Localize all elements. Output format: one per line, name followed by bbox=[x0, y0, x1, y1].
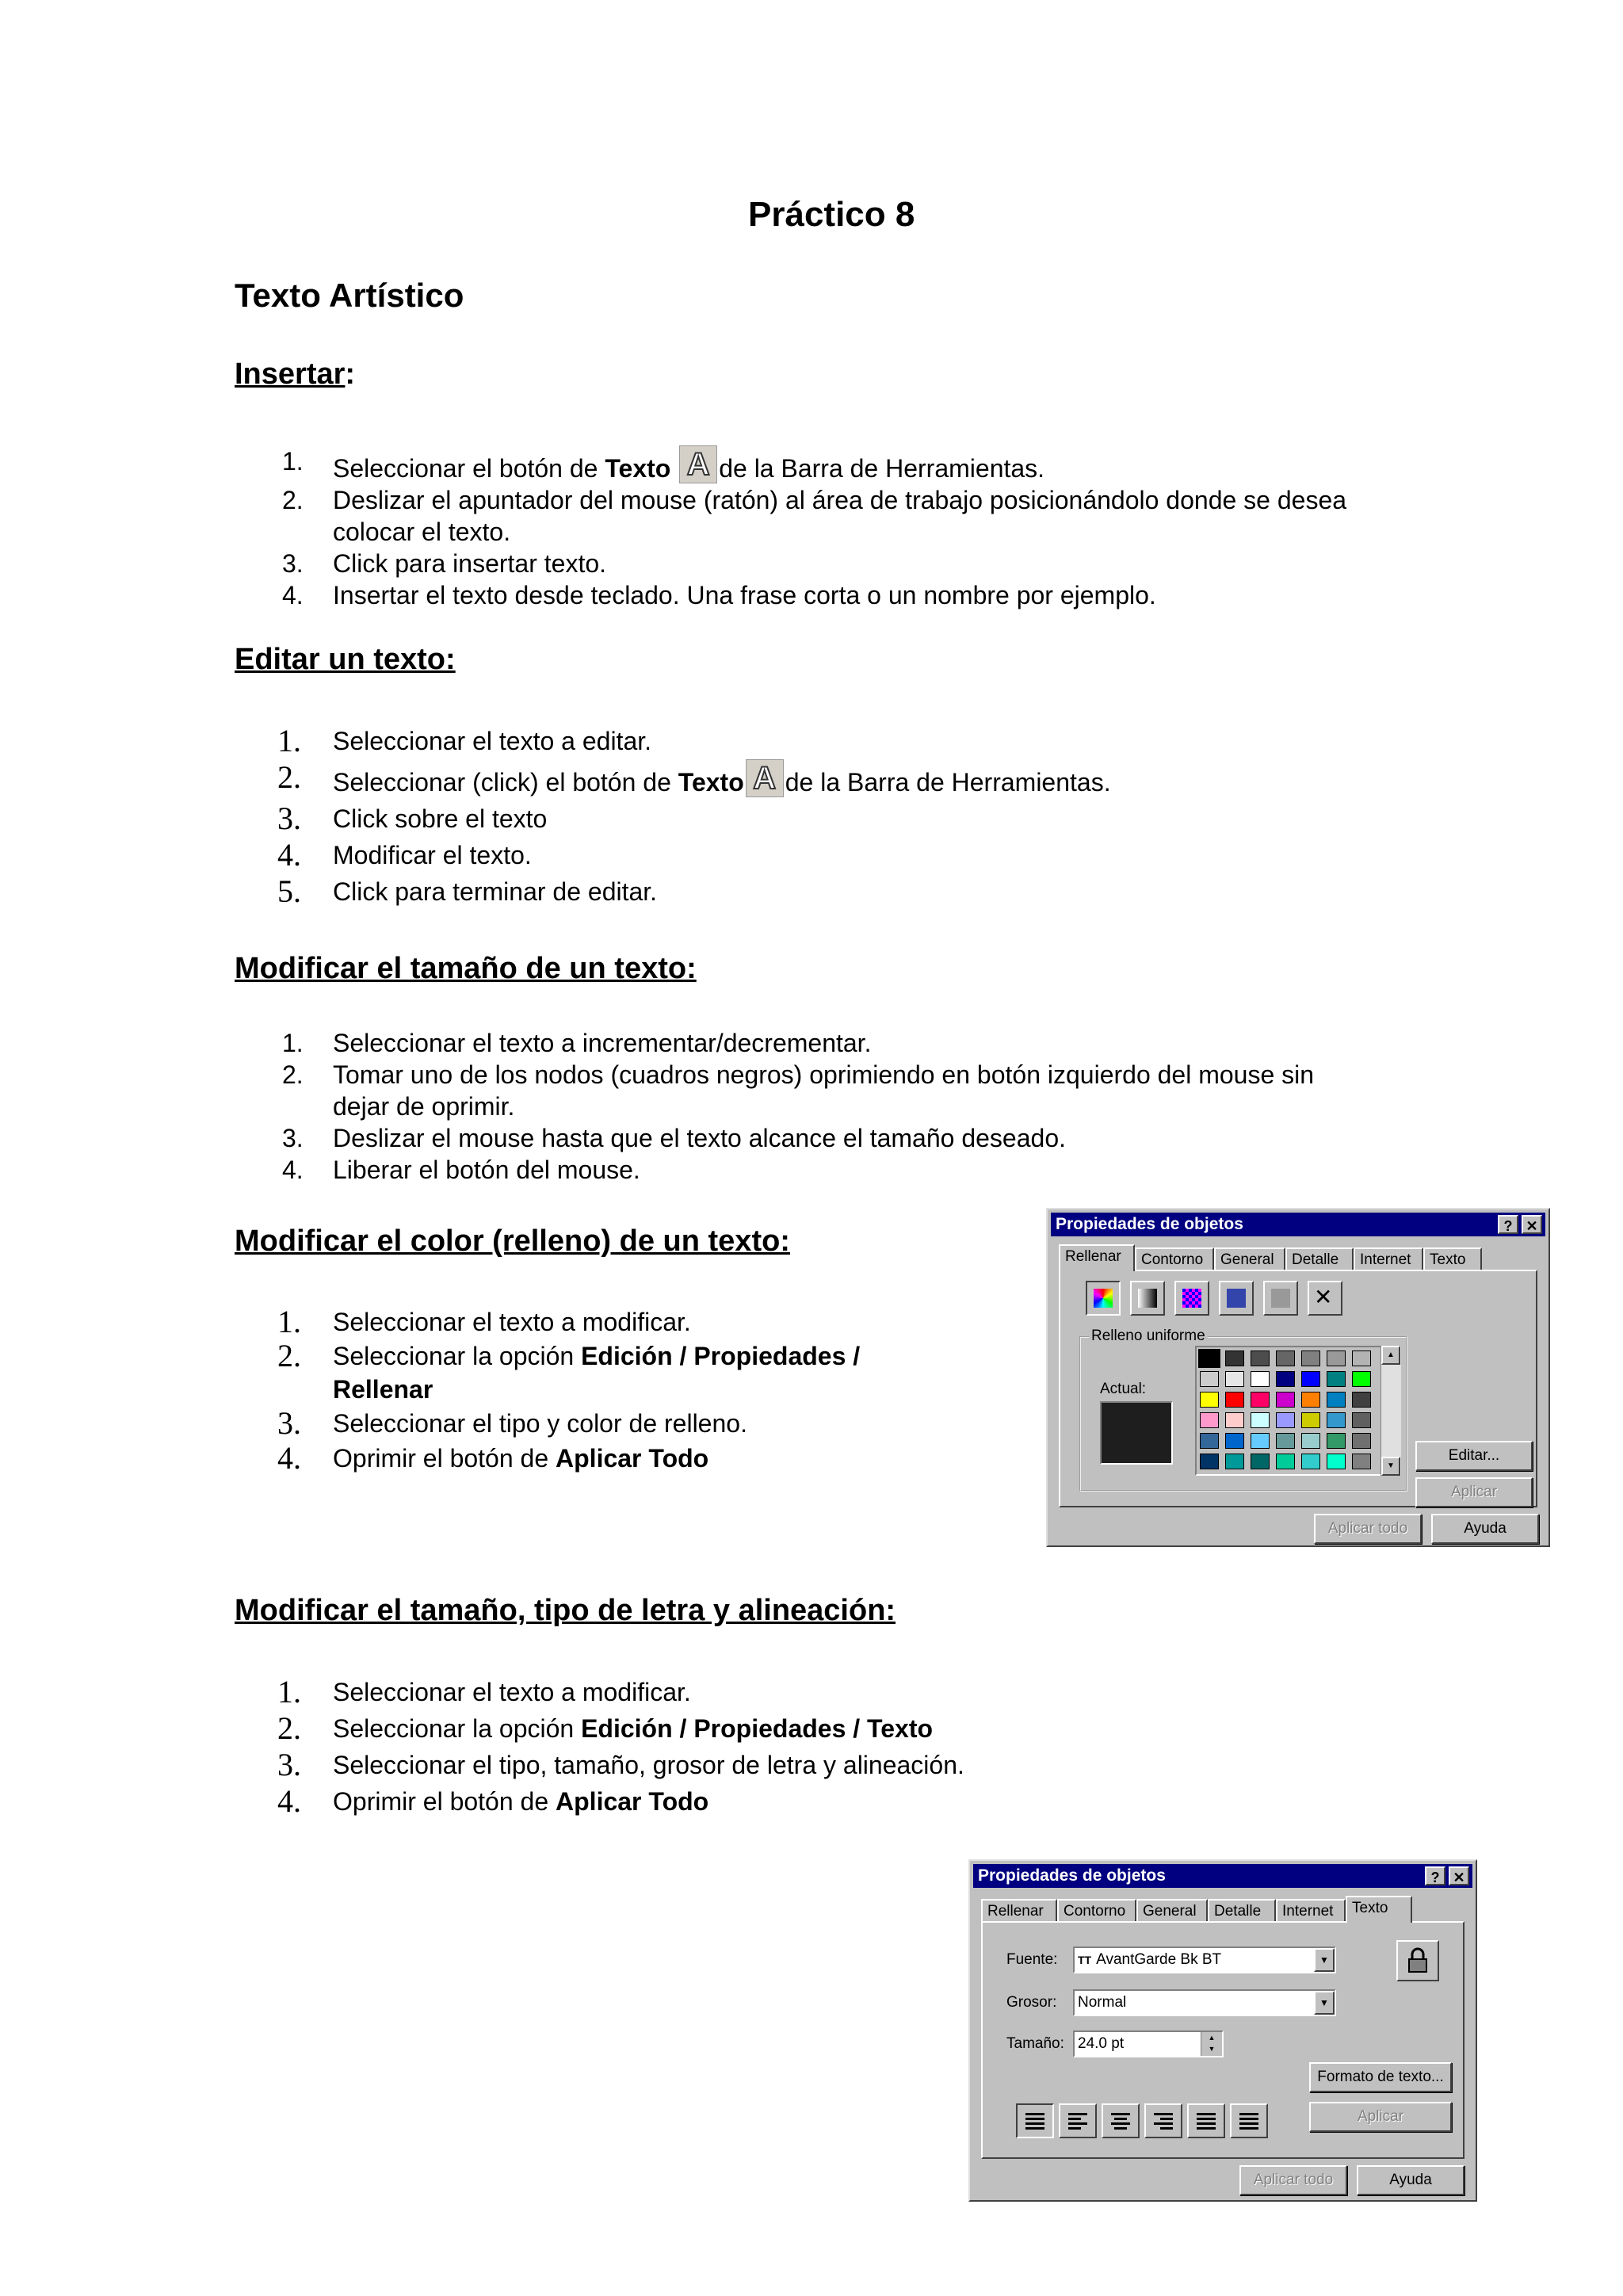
color-swatch[interactable] bbox=[1327, 1392, 1346, 1408]
text-format-button[interactable]: Formato de texto... bbox=[1309, 2062, 1452, 2092]
palette-scrollbar[interactable] bbox=[1381, 1346, 1401, 1476]
no-alignment-icon-glyph bbox=[1025, 2113, 1044, 2132]
text-properties-dialog bbox=[968, 1859, 1477, 2202]
tab-texto[interactable]: Texto bbox=[1346, 1896, 1412, 1923]
stepper-arrows-icon[interactable]: ▲ ▼ bbox=[1201, 2032, 1222, 2056]
heading-editar: Editar un texto: bbox=[235, 643, 456, 676]
color-swatch[interactable] bbox=[1327, 1433, 1346, 1449]
close-icon[interactable]: ✕ bbox=[1449, 1866, 1469, 1885]
help-button[interactable]: Ayuda bbox=[1431, 1514, 1539, 1544]
dialog-titlebar bbox=[973, 1864, 1472, 1888]
edit-button[interactable]: Editar... bbox=[1415, 1441, 1533, 1471]
apply-all-button[interactable]: Aplicar todo bbox=[1314, 1514, 1422, 1544]
close-icon[interactable]: ✕ bbox=[1522, 1215, 1542, 1234]
list-item: 3. Deslizar el mouse hasta que el texto alcance el tamaño deseado. bbox=[282, 1124, 1066, 1152]
color-swatch[interactable] bbox=[1200, 1392, 1219, 1408]
color-swatch[interactable] bbox=[1352, 1371, 1371, 1387]
chevron-down-icon[interactable]: ▼ bbox=[1314, 1991, 1335, 2015]
current-color-preview bbox=[1100, 1401, 1173, 1465]
lock-icon[interactable] bbox=[1396, 1940, 1439, 1981]
heading-tamano: Modificar el tamaño de un texto: bbox=[235, 952, 697, 985]
color-swatch[interactable] bbox=[1225, 1350, 1244, 1366]
color-swatch[interactable] bbox=[1327, 1350, 1346, 1366]
uniform-fill-icon-glyph bbox=[1094, 1289, 1113, 1308]
list-item: 4. Insertar el texto desde teclado. Una frase corta o un nombre por ejemplo. bbox=[282, 581, 1156, 609]
size-label: Tamaño: bbox=[1006, 2035, 1064, 2052]
dialog-titlebar bbox=[1051, 1213, 1545, 1236]
heading-color: Modificar el color (relleno) de un texto: bbox=[235, 1224, 790, 1258]
tab-rellenar[interactable]: Rellenar bbox=[1059, 1244, 1135, 1271]
color-swatch[interactable] bbox=[1200, 1454, 1219, 1469]
uniform-fill-group: Relleno uniforme Actual: ▲ ▼ bbox=[1079, 1336, 1407, 1492]
color-swatch[interactable] bbox=[1327, 1371, 1346, 1387]
gradient-fill-icon[interactable] bbox=[1130, 1281, 1165, 1316]
align-left-icon-glyph bbox=[1068, 2113, 1087, 2132]
pattern-fill-icon-glyph bbox=[1182, 1289, 1201, 1308]
color-swatch[interactable] bbox=[1276, 1454, 1295, 1469]
list-item: 2. Seleccionar la opción Edición / Propiedades / Rellenar bbox=[277, 1338, 861, 1404]
uniform-fill-icon[interactable] bbox=[1086, 1281, 1121, 1316]
list-letra bbox=[277, 1674, 964, 1820]
tab-texto[interactable]: Texto bbox=[1423, 1247, 1482, 1270]
color-swatch[interactable] bbox=[1352, 1392, 1371, 1408]
tab-general[interactable]: General bbox=[1214, 1247, 1285, 1270]
help-icon[interactable]: ? bbox=[1498, 1215, 1518, 1234]
color-swatch[interactable] bbox=[1301, 1412, 1320, 1428]
dialog-title: Propiedades de objetos bbox=[1056, 1215, 1243, 1233]
alignment-toolbar bbox=[1016, 2103, 1277, 2141]
list-item: 3. Seleccionar el tipo y color de relleno. bbox=[277, 1405, 747, 1441]
color-swatch[interactable] bbox=[1352, 1433, 1371, 1449]
color-swatch[interactable] bbox=[1200, 1371, 1219, 1387]
color-swatch[interactable] bbox=[1276, 1371, 1295, 1387]
color-swatch[interactable] bbox=[1276, 1433, 1295, 1449]
truetype-icon: TT bbox=[1078, 1954, 1092, 1966]
list-item: 1. Seleccionar el texto a incrementar/decrementar. bbox=[282, 1029, 872, 1057]
list-item: 1. Seleccionar el texto a modificar. bbox=[277, 1304, 691, 1339]
scroll-down-icon[interactable]: ▼ bbox=[1381, 1457, 1400, 1476]
page-subtitle: Texto Artístico bbox=[235, 277, 464, 314]
heading-letra: Modificar el tamaño, tipo de letra y alineación: bbox=[235, 1594, 896, 1627]
no-alignment-icon[interactable] bbox=[1016, 2103, 1054, 2138]
tab-detalle[interactable]: Detalle bbox=[1208, 1899, 1276, 1921]
color-palette bbox=[1195, 1346, 1382, 1476]
align-center-icon[interactable] bbox=[1102, 2103, 1140, 2138]
justify-icon-glyph bbox=[1197, 2113, 1216, 2132]
apply-button[interactable]: Aplicar bbox=[1415, 1477, 1533, 1507]
heading-insertar: Insertar: bbox=[235, 357, 356, 391]
align-center-icon-glyph bbox=[1111, 2113, 1130, 2132]
tab-contorno[interactable]: Contorno bbox=[1135, 1247, 1214, 1270]
pattern-fill-icon[interactable] bbox=[1174, 1281, 1209, 1316]
list-item: 1. Seleccionar el texto a modificar. bbox=[277, 1674, 691, 1710]
tab-detalle[interactable]: Detalle bbox=[1285, 1247, 1354, 1270]
color-swatch[interactable] bbox=[1251, 1392, 1270, 1408]
tab-rellenar[interactable]: Rellenar bbox=[981, 1899, 1057, 1921]
list-item: 4. Oprimir el botón de Aplicar Todo bbox=[277, 1440, 709, 1476]
text-tool-icon: A bbox=[679, 445, 717, 483]
color-swatch[interactable] bbox=[1251, 1350, 1270, 1366]
force-justify-icon-glyph bbox=[1239, 2113, 1258, 2132]
color-swatch[interactable] bbox=[1301, 1433, 1320, 1449]
gradient-fill-icon-glyph bbox=[1138, 1289, 1157, 1308]
apply-button[interactable]: Aplicar bbox=[1309, 2102, 1452, 2132]
help-button[interactable]: Ayuda bbox=[1357, 2165, 1465, 2195]
no-fill-icon-glyph: ✕ bbox=[1314, 1285, 1333, 1309]
apply-all-button[interactable]: Aplicar todo bbox=[1239, 2165, 1347, 2195]
weight-label: Grosor: bbox=[1006, 1994, 1057, 2011]
list-tamano bbox=[282, 1027, 1314, 1186]
list-item: 2. Tomar uno de los nodos (cuadros negros) oprimiendo en botón izquierdo del mouse sin dejar de oprimir. bbox=[282, 1060, 1315, 1121]
list-item: 3. Seleccionar el tipo, tamaño, grosor de letra y alineación. bbox=[277, 1747, 964, 1782]
fill-type-toolbar bbox=[1086, 1281, 1355, 1319]
tab-contorno[interactable]: Contorno bbox=[1057, 1899, 1136, 1921]
help-icon[interactable]: ? bbox=[1425, 1866, 1445, 1885]
list-item: 1. Seleccionar el texto a editar. bbox=[277, 723, 652, 758]
size-stepper[interactable]: 24.0 pt ▲ ▼ bbox=[1073, 2030, 1224, 2057]
color-swatch[interactable] bbox=[1225, 1412, 1244, 1428]
dialog-title: Propiedades de objetos bbox=[978, 1866, 1166, 1885]
fill-properties-dialog bbox=[1046, 1208, 1550, 1547]
color-swatch[interactable] bbox=[1251, 1454, 1270, 1469]
scroll-up-icon[interactable]: ▲ bbox=[1381, 1346, 1400, 1365]
font-select[interactable]: TT AvantGarde Bk BT ▼ bbox=[1073, 1946, 1336, 1973]
texture-fill-icon[interactable] bbox=[1219, 1281, 1254, 1316]
color-swatch[interactable] bbox=[1352, 1350, 1371, 1366]
list-item: 2. Deslizar el apuntador del mouse (ratón) al área de trabajo posicionándolo donde se desea colocar el texto. bbox=[282, 486, 1347, 546]
list-insertar bbox=[282, 445, 1346, 611]
color-swatch[interactable] bbox=[1301, 1454, 1320, 1469]
list-item: 1. Seleccionar el botón de Texto A de la Barra de Herramientas. bbox=[282, 447, 1045, 483]
tab-internet[interactable]: Internet bbox=[1354, 1247, 1423, 1270]
color-swatch[interactable] bbox=[1352, 1412, 1371, 1428]
list-color bbox=[277, 1304, 861, 1476]
align-left-icon[interactable] bbox=[1059, 2103, 1097, 2138]
color-swatch[interactable] bbox=[1276, 1412, 1295, 1428]
tab-panel bbox=[1059, 1270, 1537, 1507]
color-swatch[interactable] bbox=[1352, 1454, 1371, 1469]
page-title: Práctico 8 bbox=[748, 195, 915, 234]
list-item: 3. Click para insertar texto. bbox=[282, 549, 607, 578]
texture-fill-icon-glyph bbox=[1227, 1289, 1246, 1308]
color-swatch[interactable] bbox=[1276, 1392, 1295, 1408]
color-swatch[interactable] bbox=[1251, 1412, 1270, 1428]
list-item: 2. Seleccionar la opción Edición / Propiedades / Texto bbox=[277, 1710, 934, 1746]
postscript-fill-icon-glyph bbox=[1271, 1289, 1290, 1308]
align-right-icon-glyph bbox=[1154, 2113, 1173, 2132]
chevron-down-icon[interactable]: ▼ bbox=[1314, 1948, 1335, 1972]
tab-general[interactable]: General bbox=[1136, 1899, 1208, 1921]
list-item: 4. Modificar el texto. bbox=[277, 837, 532, 873]
justify-icon[interactable] bbox=[1187, 2103, 1225, 2138]
list-editar bbox=[277, 723, 1111, 910]
color-swatch[interactable] bbox=[1251, 1433, 1270, 1449]
text-tool-icon: A bbox=[746, 759, 784, 797]
list-item: 4. Oprimir el botón de Aplicar Todo bbox=[277, 1783, 709, 1819]
font-label: Fuente: bbox=[1006, 1951, 1058, 1968]
color-swatch[interactable] bbox=[1276, 1350, 1295, 1366]
color-swatch[interactable] bbox=[1200, 1412, 1219, 1428]
no-fill-icon[interactable] bbox=[1308, 1281, 1342, 1316]
color-swatch[interactable] bbox=[1301, 1350, 1320, 1366]
force-justify-icon[interactable] bbox=[1230, 2103, 1268, 2138]
postscript-fill-icon[interactable] bbox=[1263, 1281, 1298, 1316]
list-item: 3. Click sobre el texto bbox=[277, 800, 548, 836]
color-swatch[interactable] bbox=[1225, 1371, 1244, 1387]
align-right-icon[interactable] bbox=[1144, 2103, 1182, 2138]
color-swatch[interactable] bbox=[1301, 1371, 1320, 1387]
list-item: 4. Liberar el botón del mouse. bbox=[282, 1156, 640, 1184]
color-swatch[interactable] bbox=[1251, 1371, 1270, 1387]
color-swatch[interactable] bbox=[1301, 1392, 1320, 1408]
color-swatch[interactable] bbox=[1200, 1433, 1219, 1449]
list-item: 2. Seleccionar (click) el botón de Texto A de la Barra de Herramientas. bbox=[277, 759, 1111, 797]
current-label: Actual: bbox=[1100, 1381, 1147, 1397]
weight-select[interactable]: Normal ▼ bbox=[1073, 1989, 1336, 2016]
color-swatch[interactable] bbox=[1327, 1412, 1346, 1428]
color-swatch[interactable] bbox=[1225, 1454, 1244, 1469]
color-swatch[interactable] bbox=[1327, 1454, 1346, 1469]
color-swatch[interactable] bbox=[1225, 1392, 1244, 1408]
color-swatch[interactable] bbox=[1200, 1350, 1219, 1366]
color-swatch[interactable] bbox=[1225, 1433, 1244, 1449]
tab-internet[interactable]: Internet bbox=[1276, 1899, 1346, 1921]
list-item: 5. Click para terminar de editar. bbox=[277, 873, 658, 909]
tab-panel bbox=[981, 1921, 1465, 2159]
